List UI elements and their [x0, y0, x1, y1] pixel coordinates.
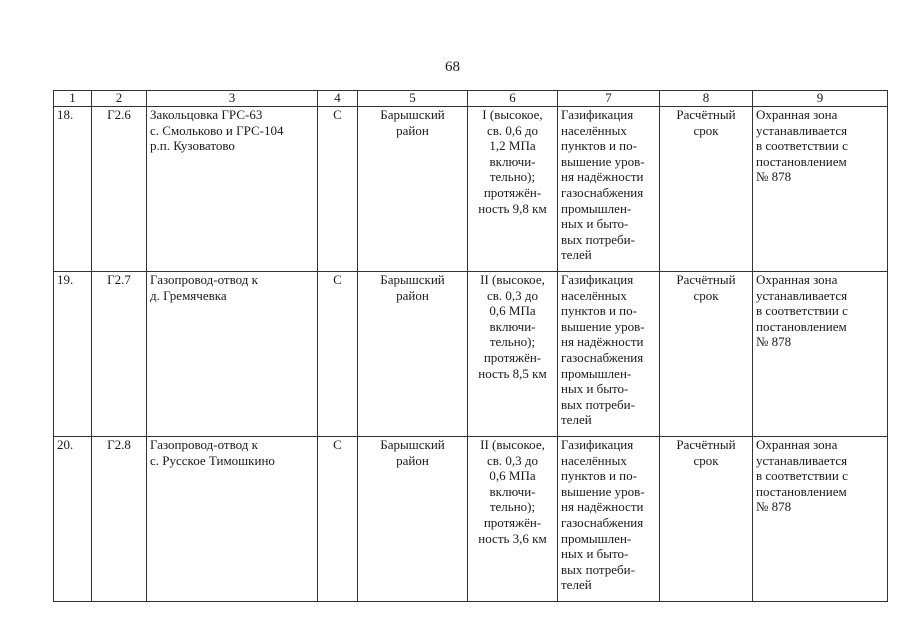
table-row: [54, 437, 888, 602]
purpose-line: вышение уров-: [561, 318, 645, 334]
protection-zone-cell: [753, 272, 888, 437]
purpose-line: населённых: [561, 287, 627, 303]
purpose-cell: [558, 272, 660, 437]
district-line: Барышский: [380, 272, 445, 287]
table-row: [54, 107, 888, 272]
purpose-line: ных и быто-: [561, 381, 629, 397]
purpose-line: вых потреби-: [561, 561, 635, 577]
parameters-cell: [468, 107, 558, 272]
term-line: срок: [693, 287, 719, 303]
parameters-line: 0,6 МПа: [489, 468, 536, 484]
column-number: 6: [468, 91, 558, 107]
purpose-line: промышлен-: [561, 200, 632, 216]
column-number: 9: [753, 91, 888, 107]
purpose-line: ня надёжности: [561, 334, 644, 350]
protection-zone-line: № 878: [756, 169, 792, 185]
column-number: 4: [318, 91, 358, 107]
protection-zone-line: постановлением: [756, 318, 847, 334]
protection-zone-line: устанавливается: [756, 287, 848, 303]
column-number: 3: [147, 91, 318, 107]
parameters-line: 0,6 МПа: [489, 303, 536, 319]
parameters-line: 1,2 МПа: [489, 138, 536, 154]
parameters-line: ность 8,5 км: [478, 365, 547, 381]
column-number: 5: [358, 91, 468, 107]
term-line: Расчётный: [676, 107, 736, 122]
purpose-line: пунктов и по-: [561, 468, 637, 484]
column-number: 8: [660, 91, 753, 107]
parameters-line: ность 3,6 км: [478, 530, 547, 546]
district-cell: [358, 107, 468, 272]
purpose-line: телей: [561, 247, 592, 263]
status-cell: С: [318, 437, 358, 602]
parameters-line: протяжён-: [483, 184, 542, 200]
parameters-line: тельно);: [489, 334, 536, 350]
district-line: район: [396, 287, 429, 303]
purpose-line: газоснабжения: [561, 349, 644, 365]
purpose-cell: [558, 437, 660, 602]
parameters-line: включи-: [489, 153, 536, 169]
parameters-line: св. 0,3 до: [486, 452, 539, 468]
row-number-cell: 20.: [54, 437, 92, 602]
object-name-line: р.п. Кузоватово: [150, 138, 235, 154]
parameters-cell: [468, 272, 558, 437]
parameters-line: тельно);: [489, 499, 536, 515]
purpose-line: вышение уров-: [561, 153, 645, 169]
status-cell: С: [318, 272, 358, 437]
parameters-line: св. 0,6 до: [486, 122, 539, 138]
term-cell: [660, 272, 753, 437]
purpose-line: вых потреби-: [561, 231, 635, 247]
parameters-line: II (высокое,: [480, 437, 545, 452]
parameters-line: включи-: [489, 318, 536, 334]
object-name-line: Закольцовка ГРС-63: [150, 107, 263, 122]
purpose-line: населённых: [561, 452, 627, 468]
parameters-line: II (высокое,: [480, 272, 545, 287]
object-name-line: с. Русское Тимошкино: [150, 452, 275, 468]
purpose-line: вых потреби-: [561, 396, 635, 412]
object-name-line: Газопровод-отвод к: [150, 272, 258, 287]
purpose-line: пунктов и по-: [561, 138, 637, 154]
purpose-line: пунктов и по-: [561, 303, 637, 319]
parameters-line: св. 0,3 до: [486, 287, 539, 303]
object-name-cell: [147, 272, 318, 437]
term-line: срок: [693, 122, 719, 138]
purpose-line: телей: [561, 577, 592, 593]
purpose-line: ных и быто-: [561, 216, 629, 232]
table-body: [54, 107, 888, 602]
column-number-row: [54, 91, 888, 107]
purpose-line: промышлен-: [561, 365, 632, 381]
protection-zone-line: Охранная зона: [756, 272, 838, 287]
object-name-cell: [147, 107, 318, 272]
district-line: район: [396, 122, 429, 138]
object-name-line: Газопровод-отвод к: [150, 437, 258, 452]
gas-pipeline-table: [53, 90, 888, 602]
column-number: 7: [558, 91, 660, 107]
protection-zone-line: в соответствии с: [756, 468, 848, 484]
row-number-cell: 18.: [54, 107, 92, 272]
object-code-cell: Г2.7: [92, 272, 147, 437]
parameters-line: тельно);: [489, 169, 536, 185]
district-cell: [358, 272, 468, 437]
parameters-line: включи-: [489, 483, 536, 499]
protection-zone-line: № 878: [756, 499, 792, 515]
page-number: 68: [445, 59, 460, 75]
purpose-line: газоснабжения: [561, 514, 644, 530]
table-row: [54, 272, 888, 437]
protection-zone-line: Охранная зона: [756, 107, 838, 122]
purpose-line: ных и быто-: [561, 546, 629, 562]
protection-zone-line: устанавливается: [756, 452, 848, 468]
protection-zone-cell: [753, 437, 888, 602]
parameters-line: I (высокое,: [482, 107, 543, 122]
protection-zone-line: Охранная зона: [756, 437, 838, 452]
term-cell: [660, 437, 753, 602]
district-line: Барышский: [380, 107, 445, 122]
purpose-line: Газификация: [561, 437, 634, 452]
object-code-cell: Г2.6: [92, 107, 147, 272]
purpose-line: промышлен-: [561, 530, 632, 546]
district-cell: [358, 437, 468, 602]
object-code-cell: Г2.8: [92, 437, 147, 602]
column-number: 2: [92, 91, 147, 107]
purpose-line: Газификация: [561, 107, 634, 122]
column-number: 1: [54, 91, 92, 107]
purpose-line: Газификация: [561, 272, 634, 287]
parameters-cell: [468, 437, 558, 602]
parameters-line: протяжён-: [483, 349, 542, 365]
district-line: район: [396, 452, 429, 468]
object-name-cell: [147, 437, 318, 602]
protection-zone-line: постановлением: [756, 483, 847, 499]
term-line: Расчётный: [676, 272, 736, 287]
purpose-line: населённых: [561, 122, 627, 138]
protection-zone-line: № 878: [756, 334, 792, 350]
purpose-line: газоснабжения: [561, 184, 644, 200]
protection-zone-line: в соответствии с: [756, 138, 848, 154]
purpose-line: ня надёжности: [561, 499, 644, 515]
object-name-line: с. Смольково и ГРС-104: [150, 122, 284, 138]
protection-zone-line: постановлением: [756, 153, 847, 169]
protection-zone-line: устанавливается: [756, 122, 848, 138]
term-cell: [660, 107, 753, 272]
purpose-line: ня надёжности: [561, 169, 644, 185]
district-line: Барышский: [380, 437, 445, 452]
purpose-line: вышение уров-: [561, 483, 645, 499]
purpose-cell: [558, 107, 660, 272]
purpose-line: телей: [561, 412, 592, 428]
object-name-line: д. Гремячевка: [150, 287, 227, 303]
parameters-line: протяжён-: [483, 514, 542, 530]
term-line: срок: [693, 452, 719, 468]
parameters-line: ность 9,8 км: [478, 200, 547, 216]
protection-zone-line: в соответствии с: [756, 303, 848, 319]
protection-zone-cell: [753, 107, 888, 272]
status-cell: С: [318, 107, 358, 272]
term-line: Расчётный: [676, 437, 736, 452]
row-number-cell: 19.: [54, 272, 92, 437]
